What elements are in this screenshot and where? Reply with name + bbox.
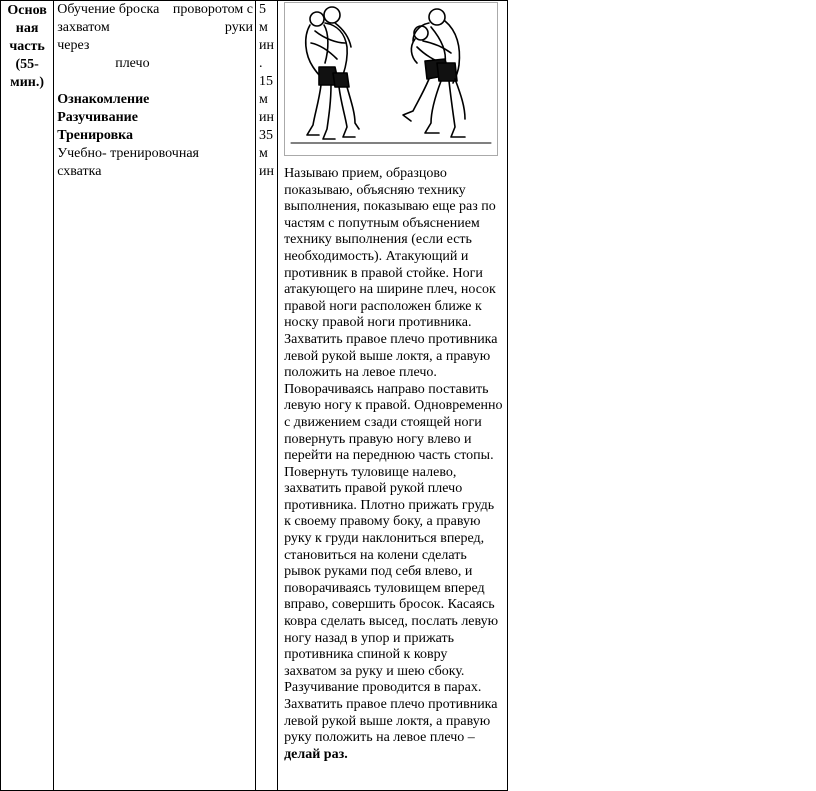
spacer: [57, 73, 253, 91]
task-title-line: захватом руки: [57, 20, 253, 35]
method-description: [278, 156, 507, 763]
table-row: [1, 1, 508, 791]
description-dash: –: [464, 730, 475, 746]
task-content: [54, 1, 255, 181]
description-emphasis: делай раз.: [284, 746, 348, 762]
task-extra-line: Учебно- тренировочная: [57, 146, 199, 161]
task-title-line: Обучение броска проворотом с: [57, 2, 253, 17]
task-extra-line: схватка: [57, 164, 102, 179]
method-cell: [278, 1, 508, 791]
stage-training: Тренировка: [57, 128, 133, 143]
task-title-line: плечо: [115, 56, 150, 71]
section-name: Основ ная часть (55- мин.): [7, 3, 47, 90]
time-text: 5 м ин . 15 м ин 35 м ин: [258, 2, 274, 179]
stage-familiarization: Ознакомление: [57, 92, 150, 107]
stage-learning: Разучивание: [57, 110, 138, 125]
task-cell: [54, 1, 256, 791]
task-title-line: через: [57, 38, 90, 53]
description-text: Называю прием, образцово показываю, объясняю технику выполнения, показываю еще раз по частям с попутным объяснением технику выполнения (если есть необходимость). Атакующий и противник в правой стойке. Ноги атакующего на ширине плеч, носок правой ноги расположен ближе к носку правой ноги противника. Захватить правое плечо противника левой рукой выше локтя, а правую положить на левое плечо. Поворачиваясь направо поставить левую ногу к правой. Одновременно с движением сзади стоящей ноги повернуть правую ногу влево и перейти на переднюю часть стопы. Повернуть туловище налево, захватить правой рукой плечо противника. Плотно прижать грудь к своему правому боку, а правую руку к груди наклониться вперед, становиться на колени сделать рывок руками под себя влево, и поворачиваясь туловищем вперед вправо, совершить бросок. Касаясь ковра сделать высед, послать левую ногу назад в упор и прижать противника спиной к ковру захватом за руку и шею сбоку. Разучивание проводится в парах. Захватить правое плечо противника левой рукой выше локтя, а правую руку положить на левое плечо: [284, 166, 503, 746]
time-cell: [255, 1, 277, 791]
section-cell: [1, 1, 54, 791]
wrestler-pair-right: [403, 9, 465, 137]
wrestling-throw-figures-icon: [285, 3, 497, 155]
wrestler-pair-left: [306, 7, 359, 139]
wrestling-illustration: [284, 2, 498, 156]
